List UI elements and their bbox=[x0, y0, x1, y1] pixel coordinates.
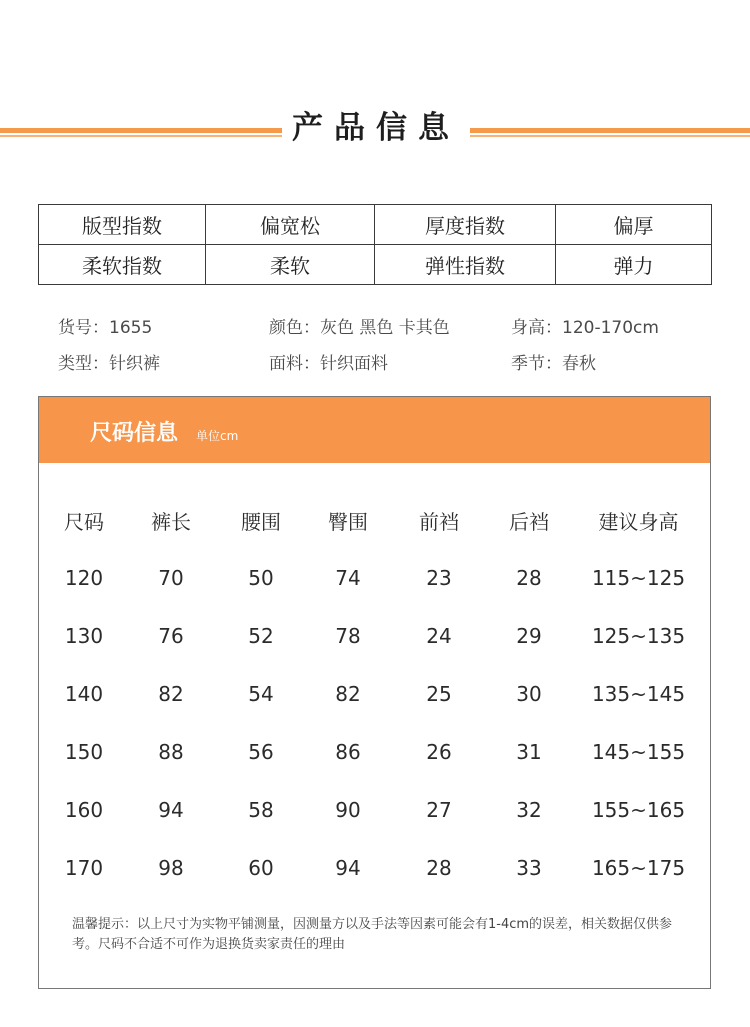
size-cell: 24 bbox=[426, 624, 452, 648]
size-cell: 90 bbox=[335, 798, 361, 822]
size-cell: 150 bbox=[64, 740, 104, 764]
season: 季节：春秋 bbox=[511, 354, 596, 374]
column-header: 后裆 bbox=[509, 509, 549, 534]
size-cell: 60 bbox=[248, 856, 274, 880]
size-cell: 140 bbox=[64, 682, 104, 706]
title-decor-left bbox=[0, 128, 282, 137]
size-chart-unit: 单位cm bbox=[196, 429, 239, 443]
column-header: 前裆 bbox=[419, 509, 459, 534]
product-index-table bbox=[38, 204, 712, 285]
size-cell: 25 bbox=[426, 682, 452, 706]
size-cell: 76 bbox=[158, 624, 184, 648]
color-options: 颜色：灰色 黑色 卡其色 bbox=[269, 318, 450, 338]
size-cell: 98 bbox=[158, 856, 184, 880]
index-label: 版型指数 bbox=[39, 205, 206, 245]
size-cell: 70 bbox=[158, 566, 184, 590]
column-header: 腰围 bbox=[241, 509, 281, 534]
size-cell: 88 bbox=[158, 740, 184, 764]
size-table-header bbox=[39, 491, 710, 549]
size-cell: 160 bbox=[64, 798, 104, 822]
fabric: 面料：针织面料 bbox=[269, 354, 388, 374]
size-cell: 82 bbox=[335, 682, 361, 706]
index-value: 偏宽松 bbox=[206, 205, 375, 245]
size-cell: 165~175 bbox=[591, 856, 686, 880]
size-cell: 94 bbox=[335, 856, 361, 880]
size-chart bbox=[38, 396, 711, 989]
size-chart-header bbox=[39, 397, 710, 463]
index-label: 柔软指数 bbox=[39, 245, 206, 285]
size-chart-title: 尺码信息 bbox=[90, 421, 179, 446]
size-cell: 155~165 bbox=[591, 798, 686, 822]
index-row bbox=[39, 205, 712, 245]
column-header: 裤长 bbox=[151, 509, 191, 534]
size-cell: 115~125 bbox=[591, 566, 686, 590]
measurement-note: 温馨提示：以上尺寸为实物平铺测量，因测量方以及手法等因素可能会有1-4cm的误差，相关数据仅供参考。尺码不合适不可作为退换货卖家责任的理由 bbox=[72, 917, 673, 952]
product-info bbox=[58, 313, 718, 377]
size-cell: 58 bbox=[248, 798, 274, 822]
index-row bbox=[39, 245, 712, 285]
size-cell: 28 bbox=[516, 566, 542, 590]
size-cell: 86 bbox=[335, 740, 361, 764]
size-cell: 29 bbox=[516, 624, 542, 648]
size-cell: 120 bbox=[64, 566, 104, 590]
size-cell: 31 bbox=[516, 740, 542, 764]
size-row bbox=[39, 665, 710, 723]
index-value: 偏厚 bbox=[556, 205, 712, 245]
title-decor-right bbox=[470, 128, 750, 137]
size-cell: 33 bbox=[516, 856, 542, 880]
index-label: 弹性指数 bbox=[375, 245, 556, 285]
size-cell: 94 bbox=[158, 798, 184, 822]
size-cell: 82 bbox=[158, 682, 184, 706]
size-cell: 30 bbox=[516, 682, 542, 706]
size-cell: 170 bbox=[64, 856, 104, 880]
size-cell: 78 bbox=[335, 624, 361, 648]
column-header: 尺码 bbox=[64, 509, 104, 534]
index-value: 弹力 bbox=[556, 245, 712, 285]
size-row bbox=[39, 549, 710, 607]
item-number: 货号：1655 bbox=[58, 318, 153, 338]
size-cell: 50 bbox=[248, 566, 274, 590]
title-bar bbox=[0, 104, 750, 152]
size-row bbox=[39, 781, 710, 839]
size-cell: 135~145 bbox=[591, 682, 686, 706]
size-cell: 74 bbox=[335, 566, 361, 590]
size-cell: 28 bbox=[426, 856, 452, 880]
column-header: 建议身高 bbox=[598, 509, 679, 534]
size-row bbox=[39, 607, 710, 665]
size-cell: 32 bbox=[516, 798, 542, 822]
index-value: 柔软 bbox=[206, 245, 375, 285]
size-cell: 145~155 bbox=[591, 740, 686, 764]
size-row bbox=[39, 839, 710, 897]
size-table bbox=[39, 491, 710, 897]
size-cell: 27 bbox=[426, 798, 452, 822]
product-type: 类型：针织裤 bbox=[58, 354, 160, 374]
size-cell: 23 bbox=[426, 566, 452, 590]
page-title: 产品信息 bbox=[292, 110, 460, 146]
size-cell: 125~135 bbox=[591, 624, 686, 648]
index-label: 厚度指数 bbox=[375, 205, 556, 245]
size-cell: 52 bbox=[248, 624, 274, 648]
size-cell: 56 bbox=[248, 740, 274, 764]
height-range: 身高：120-170cm bbox=[511, 318, 659, 338]
size-cell: 130 bbox=[64, 624, 104, 648]
size-cell: 26 bbox=[426, 740, 452, 764]
size-row bbox=[39, 723, 710, 781]
column-header: 臀围 bbox=[328, 509, 368, 534]
size-cell: 54 bbox=[248, 682, 274, 706]
